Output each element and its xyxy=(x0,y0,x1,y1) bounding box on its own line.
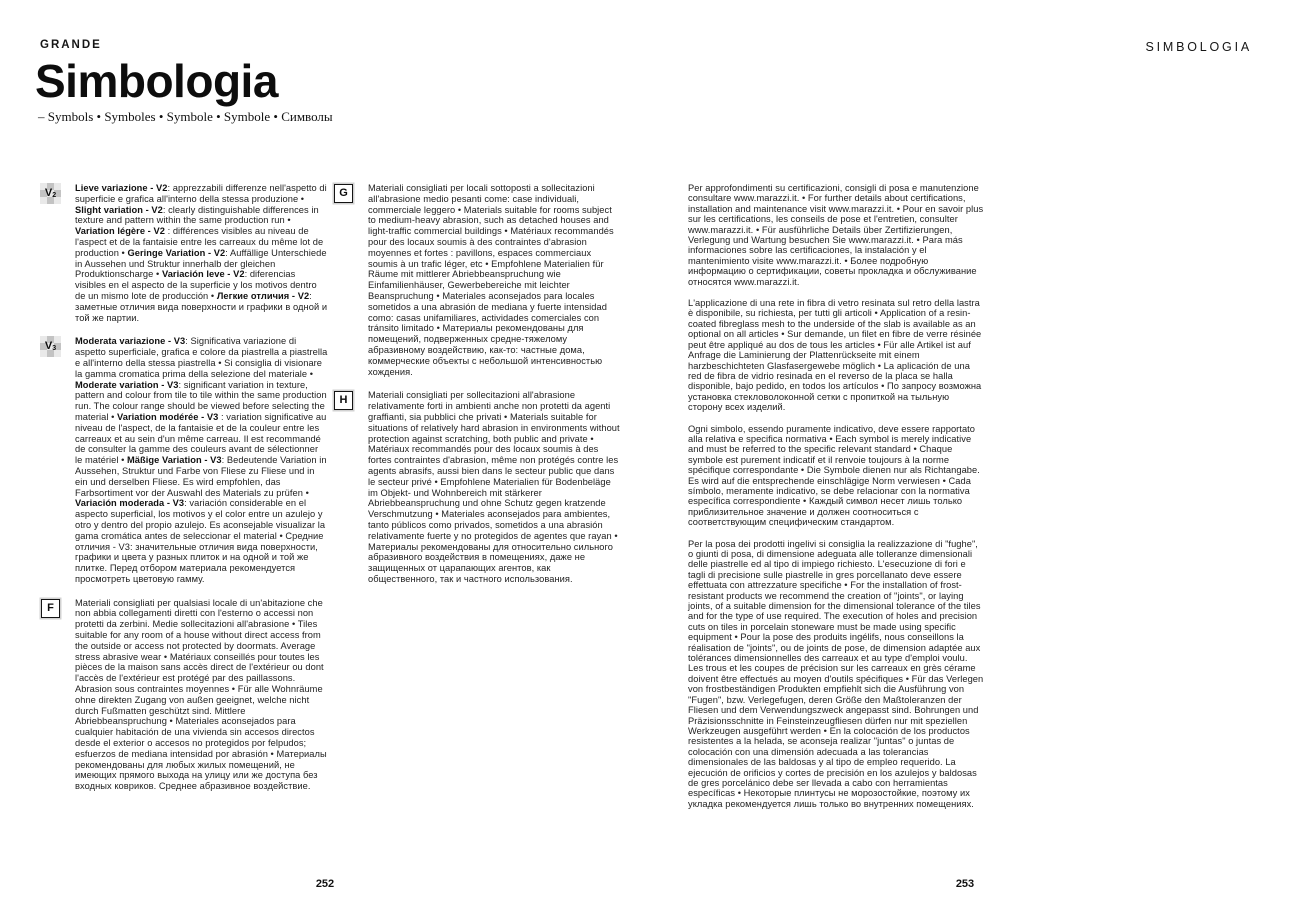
page-number-left: 252 xyxy=(315,878,335,890)
v3-shade-variation-icon xyxy=(40,336,61,357)
column-left xyxy=(40,183,328,805)
f-abrasion-class-icon xyxy=(41,599,60,618)
symbol-description-f: Materiali consigliati per qualsiasi locale di un'abitazione che non abbia collegamenti diretti con l'esterno o accessi non protetti da zerbini. Medie sollecitazioni all'abrasione • Tiles suitable for any room of a house without direct access from the outside or access not protected by doormats. Average stress abrasive wear • Matériaux conseillés pour toutes les pièces de la maison sans accès direct de l'extérieur ou dont l'accès de l'extérieur est protégé par des paillassons. Abrasion sous contraintes moyennes • Für alle Wohnräume ohne direkten Zugang von außen geeignet, welche nicht durch Fußmatten geschützt sind. Mittlere Abriebbeanspruchung • Materiales aconsejados para cualquier habitación de una vivienda sin accesos directos desde el exterior o accesos no protegidos por felpudos; esfuerzos de mediana intensidad por abrasión • Материалы рекомендованы для любых жилых помещений, не имеющих прямого выхода на улицу или же доступа без входных ковриков. Среднее абразивное воздействие. xyxy=(75,597,327,792)
badge-letter: V 3 xyxy=(44,340,57,353)
note-installation-joints: Per la posa dei prodotti ingelivi si consiglia la realizzazione di "fughe", o giunti di posa, di dimensione adeguata alle tolleranze dimensionali delle piastrelle ed al tipo di impiego richiesto. L'esecuzione di fori e tagli di precisione sulle piastrelle in gres porcellanato deve essere effettuata con attrezzature specifiche • For the installation of frost-resistant products we recommend the creation of "joints", or laying joints, of a suitable dimension for the dimensional tolerance of the tiles and for the type of use required. The execution of holes and precision cuts on tiles in porcelain stoneware must be made using specific equipment • Pour la pose des produits ingélifs, nous conseillons la réalisation de "joints", ou de joints de pose, de dimension adaptée aux tolérances dimensionnelles des carreaux et au type d'emploi voulu. Les trous et les coupes de précision sur les carreaux en grès cérame doivent être effectués au moyen d'outils spécifiques • Für das Verlegen von frostbeständigen Produkten empfiehlt sich die Ausführung von "Fugen", bzw. Verlegefugen, deren Größe den Maßtoleranzen der Fliesen und dem Verwendungszweck angepasst sind. Bohrungen und Präzisionsschnitte in Feinsteinzeugfliesen dürfen nur mit speziellen Werkzeugen ausgeführt werden • En la colocación de los productos resistentes a la helada, se aconseja realizar "juntas" o juntas de colocación con una dimensión adecuada a las tolerancias dimensionales de las baldosas y al tipo de empleo requerido. La ejecución de orificios y cortes de precisión en los azulejos y baldosas de gres porcelánico debe ser llevada a cabo con herramientas específicas • Некоторые плинтусы не морозостойкие, поэтому их укладка рекомендуется лишь только во внутренних помещениях. xyxy=(688,538,984,809)
column-right xyxy=(688,183,985,820)
column-middle xyxy=(333,183,621,598)
symbol-entry-f xyxy=(40,598,328,792)
symbol-entry-v3 xyxy=(40,336,328,584)
collection-name: GRANDE xyxy=(40,39,102,51)
running-header: SIMBOLOGIA xyxy=(1145,40,1252,54)
badge-letter: V 2 xyxy=(44,187,57,199)
title-translations: – Symbols • Symboles • Symbole • Symbole • Символы xyxy=(38,109,333,124)
g-abrasion-class-icon xyxy=(334,184,353,203)
note-certifications: Per approfondimenti su certificazioni, consigli di posa e manutenzione consultare www.marazzi.it. • For further details about certifications, installation and maintenance visit www.marazzi.it. • Pour en savoir plus sur les certifications, les conseils de pose et l'entretien, consulter www.marazzi.it. • Für ausführliche Details über Zertifizierungen, Verlegung und Wartung besuchen Sie www.marazzi.it. • Para más informaciones sobre las certificaciones, la instalación y el mantenimiento visite www.marazzi.it. • Более подробную информацию о сертификации, советы прокладка и обслуживание относятся www.marazzi.it. xyxy=(688,183,984,287)
badge-letter: G xyxy=(339,187,348,199)
note-symbols-indicative: Ogni simbolo, essendo puramente indicativo, deve essere rapportato alla relativa e specifica normativa • Each symbol is merely indicative and must be referred to the specific relevant standard • Chaque symbole est purement indicatif et il renvoie toujours à la norme spécifique correspondante • Die Symbole dienen nur als Richtangabe. Es wird auf die entsprechende einschlägige Norm verwiesen • Cada símbolo, meramente indicativo, se debe relacionar con la normativa específica correspondiente • Каждый символ несет лишь только приблизительное значение и должен соотноситься с соответствующим специфическим стандартом. xyxy=(688,423,980,528)
symbol-entry-h xyxy=(333,390,621,584)
symbol-description-g: Materiali consigliati per locali sottoposti a sollecitazioni all'abrasione medio pesanti come: case individuali, commerciale leggero • Materials suitable for rooms subject to medium-heavy abrasion, such as detached houses and light-traffic commercial buildings • Matériaux recommandés pour des locaux soumis à des contraintes d'abrasion moyennes et fortes : pavillons, espaces commerciaux soumis à un trafic léger, etc • Empfohlene Materialien für Räume mit mittlerer Abriebbeanspruchung wie Einfamilienhäuser, Gewerbebereiche mit leichter Beanspruchung • Materiales aconsejados para locales sometidos a una abrasión de mediana y fuerte intensidad como: casas unifamiliares, actividades comerciales con tránsito limitado • Материалы рекомендованы для помещений, подверженных средне-тяжелому абразивному воздействию, как-то: частные дома, коммерческие объекты с небольшой интенсивностью хождения. xyxy=(368,183,614,377)
h-abrasion-class-icon xyxy=(334,391,353,410)
symbol-description-v3: Moderata variazione - V3: Significativa variazione di aspetto superficiale, grafica e colore da piastrella a piastrella e all'interno della stessa piastrella • Si consiglia di visionare la gamma cromatica prima della selezione del materiale • Moderate variation - V3: significant variation in texture, pattern and colour from tile to tile within the same production run. The colour range should be viewed before selecting the material • Variation modérée - V3 : variation significative au niveau de l'aspect, de la fantaisie et de la couleur entre les carreaux et au sein d'un même carreau. Il est recommandé de consulter la gamme des couleurs avant de sélectionner le matériel • Mäßige Variation - V3: Bedeutende Variation in Aussehen, Struktur und Farbe von Fliese zu Fliese und in ein und derselben Fliese. Es wird empfohlen, das Farbsortiment vor der Auswahl des Materials zu prüfen • Variación moderada - V3: variación considerable en el aspecto superficial, los motivos y el color entre un azulejo y otro y dentro del propio azulejo. Es aconsejable visualizar la gama cromática antes de seleccionar el material • Средние отличия - V3: значительные отличия вида поверхности, графики и цвета у разных плиток и на одной и той же плитке. Перед отбором материала рекомендуется просмотреть цветовую гамму. xyxy=(75,336,328,584)
symbol-description-v2: Lieve variazione - V2: apprezzabili differenze nell'aspetto di superficie e grafica all'interno della stessa produzione • Slight variation - V2: clearly distinguishable differences in texture and pattern within the same production run • Variation légère - V2 : différences visibles au niveau de l'aspect et de la fantaisie entre les carreaux du même lot de production • Geringe Variation - V2: Auffällige Unterschiede in Aussehen und Struktur innerhalb der gleichen Produktionscharge • Variación leve - V2: diferencias visibles en el aspecto de la superficie y los motivos dentro de un mismo lote de producción • Легкие отличия - V2: заметные отличия вида поверхности и графики в одной и той же партии. xyxy=(75,183,328,323)
note-fibreglass-mesh: L'applicazione di una rete in fibra di vetro resinata sul retro della lastra è disponibile, su richiesta, per tutti gli articoli • Application of a resin-coated fibreglass mesh to the underside of the slab is available as an optional on all articles • Sur demande, un filet en fibre de verre résinée peut être appliqué au dos de tous les articles • Für alle Artikel ist auf Anfrage die Laminierung der Plattenrückseite mit einem harzbeschichteten Glasfasergewebe möglich • La aplicación de una red de fibra de vidrio resinada en el reverso de la placa se halla disponible, bajo pedido, en todos los artículos • По запросу возможна установка стекловолоконной сетки с пропиткой на тыльную сторону всех изделий. xyxy=(688,298,982,413)
badge-letter: H xyxy=(339,394,348,407)
page-number-right: 253 xyxy=(955,878,975,890)
badge-letter: F xyxy=(47,601,54,614)
symbol-entry-v2 xyxy=(40,183,328,323)
page-title: Simbologia xyxy=(35,55,278,107)
symbol-entry-g xyxy=(333,183,621,377)
symbol-description-h: Materiali consigliati per sollecitazioni all'abrasione relativamente forti in ambienti anche non protetti da agenti graffianti, sia pubblici che privati • Materials suitable for situations of relatively hard abrasion in environments without protection against scratching, both public and private • Matériaux recommandés pour des locaux soumis à des fortes contraintes d'abrasion, même non protégés contre les agents abrasifs, aussi bien dans le secteur public que dans le secteur privé • Empfohlene Materialien für Bodenbeläge im Objekt- und Wohnbereich mit stärkerer Abriebbeanspruchung und ohne Schutz gegen kratzende Verschmutzung • Materiales aconsejados para ambientes, tanto públicos como privados, sometidos a una abrasión relativamente fuerte y no protegidos de agentes que rayan • Материалы рекомендованы для относительно сильного абразивного воздействия в помещениях, даже не защищенных от царапающих агентов, как общественного, так и частного использования. xyxy=(368,390,620,584)
v2-shade-variation-icon xyxy=(40,183,61,204)
